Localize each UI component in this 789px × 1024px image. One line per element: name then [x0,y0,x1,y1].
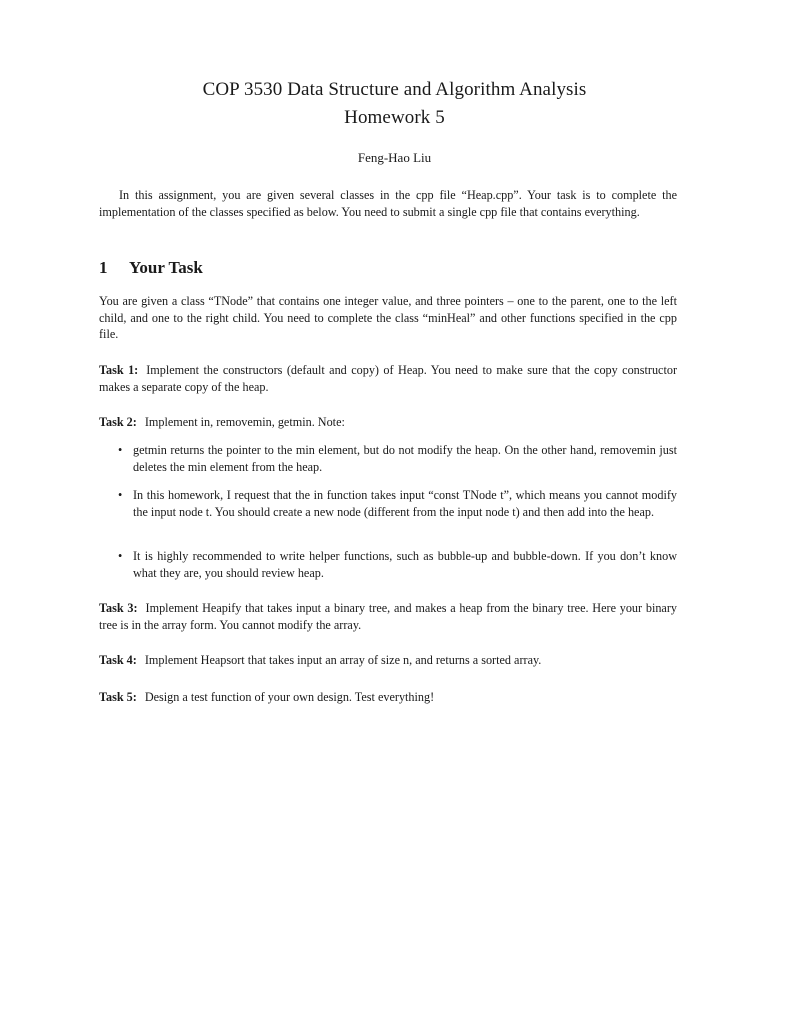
bullet-icon: • [118,549,123,563]
bullet-icon: • [118,443,123,457]
task-label: Task 4: [99,653,137,667]
section-title: Your Task [129,258,203,277]
task-text: Implement in, removemin, getmin. Note: [144,415,345,429]
list-item [115,548,677,581]
task-label: Task 3: [99,601,138,615]
task-2-notes [115,442,677,475]
task-label: Task 2: [99,415,137,429]
list-item [115,442,677,475]
document-subtitle: Homework 5 [344,107,445,128]
task-4 [99,652,677,669]
bullet-icon: • [118,488,123,502]
list-item [115,487,677,520]
task-label: Task 1: [99,363,139,377]
task-label: Task 5: [99,690,137,704]
task-text: Design a test function of your own design. Test everything! [144,690,435,704]
task-5 [99,689,677,706]
task-2-notes [115,487,677,520]
section-intro-paragraph: You are given a class “TNode” that contains one integer value, and three pointers – one to the parent, one to the left child, and one to the right child. You need to complete the class “minHeal” and other functions specified in the cpp file. [99,294,677,342]
task-text: Implement Heapsort that takes input an array of size n, and returns a sorted array. [144,653,542,667]
note-text: In this homework, I request that the in function takes input “const TNode t”, which means you cannot modify the input node t. You should create a new node (different from the input node t) and then add into the heap. [133,488,677,519]
document-title: COP 3530 Data Structure and Algorithm Analysis [202,79,587,100]
note-text: It is highly recommended to write helper functions, such as bubble-up and bubble-down. If you don’t know what they are, you should review heap. [133,549,677,580]
task-text: Implement the constructors (default and copy) of Heap. You need to make sure that the copy constructor makes a separate copy of the heap. [99,363,677,394]
intro-paragraph: In this assignment, you are given several classes in the cpp file “Heap.cpp”. Your task is to complete the implementation of the classes specified as below. You need to submit a single cpp file that contains everything. [99,188,677,219]
author-name: Feng-Hao Liu [357,150,432,165]
task-3 [99,600,677,633]
section-number: 1 [99,258,108,277]
note-text: getmin returns the pointer to the min element, but do not modify the heap. On the other hand, removemin just deletes the min element from the heap. [133,443,677,474]
section-heading [99,258,203,278]
task-1 [99,362,677,395]
task-2-notes [115,548,677,581]
task-2 [99,414,677,431]
task-text: Implement Heapify that takes input a binary tree, and makes a heap from the binary tree. Here your binary tree is in the array form. You cannot modify the array. [99,601,677,632]
